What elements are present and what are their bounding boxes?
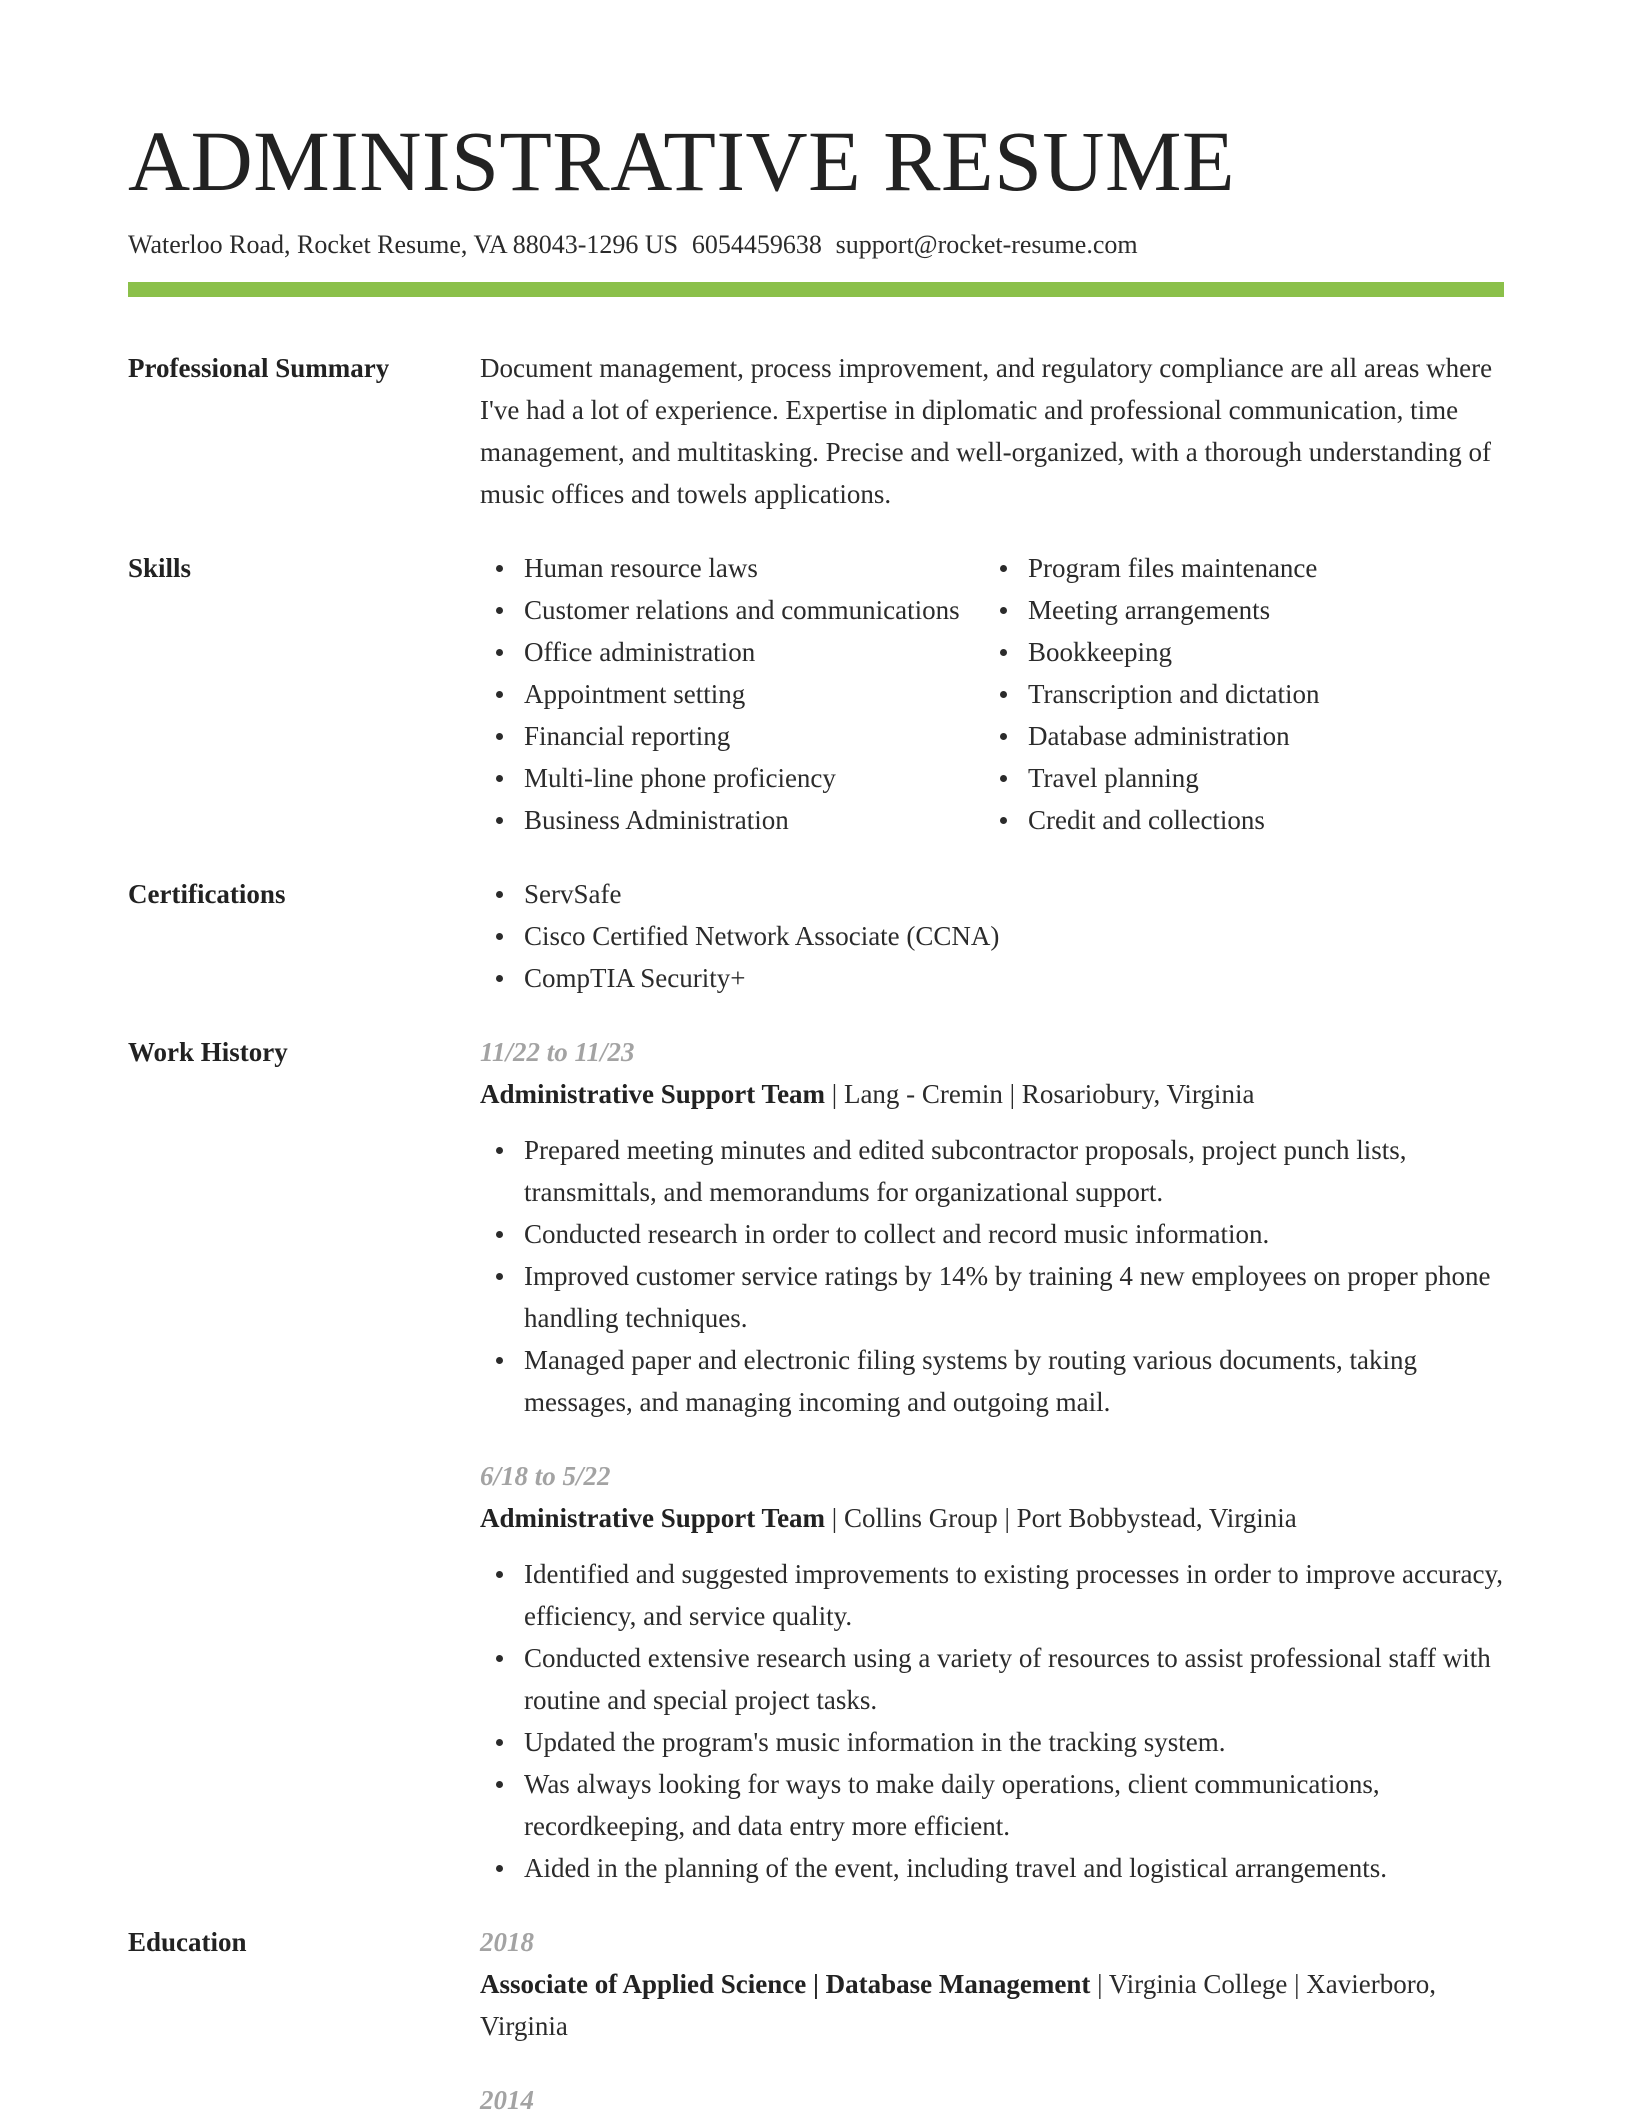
job-dates: 11/22 to 11/23 xyxy=(480,1037,635,1067)
certifications-list xyxy=(480,873,1504,999)
education-entry xyxy=(480,1921,1504,2047)
job-bullets xyxy=(480,1129,1504,1423)
skills-column xyxy=(480,547,984,841)
skill-item: Program files maintenance xyxy=(1028,547,1504,589)
job-bullet: Improved customer service ratings by 14% by training 4 new employees on proper phone handling techniques. xyxy=(524,1255,1504,1339)
contact-phone: 6054459638 xyxy=(691,230,822,259)
certifications-section xyxy=(128,873,1504,999)
job-bullet: Conducted research in order to collect and record music information. xyxy=(524,1213,1504,1255)
skill-item: Office administration xyxy=(524,631,984,673)
job-bullet: Identified and suggested improvements to existing processes in order to improve accuracy, efficiency, and service quality. xyxy=(524,1553,1504,1637)
education-school: | Virginia College | Xavierboro, Virginia xyxy=(480,1969,1437,2041)
work-history-list xyxy=(480,1031,1504,1889)
education-list xyxy=(480,1921,1504,2121)
education-degree: Associate of Applied Science | Database Management xyxy=(480,1969,1091,1999)
skill-item: Business Administration xyxy=(524,799,984,841)
skill-item: Meeting arrangements xyxy=(1028,589,1504,631)
contact-email: support@rocket-resume.com xyxy=(835,230,1138,259)
skills-section xyxy=(128,547,1504,841)
job-bullet: Updated the program's music information in the tracking system. xyxy=(524,1721,1504,1763)
summary-section xyxy=(128,347,1504,515)
work-history-section xyxy=(128,1031,1504,1889)
job-dates: 6/18 to 5/22 xyxy=(480,1461,611,1491)
education-heading xyxy=(480,1963,1504,2047)
skill-item: Financial reporting xyxy=(524,715,984,757)
education-year: 2018 xyxy=(480,1927,534,1957)
job-bullet: Prepared meeting minutes and edited subcontractor proposals, project punch lists, transmittals, and memorandums for organizational support. xyxy=(524,1129,1504,1213)
job-bullet: Managed paper and electronic filing systems by routing various documents, taking messages, and managing incoming and outgoing mail. xyxy=(524,1339,1504,1423)
job-bullet: Was always looking for ways to make daily operations, client communications, recordkeeping, and data entry more efficient. xyxy=(524,1763,1504,1847)
skill-item: Database administration xyxy=(1028,715,1504,757)
education-year: 2014 xyxy=(480,2085,534,2115)
skills-list xyxy=(480,547,1504,841)
certification-item: Cisco Certified Network Associate (CCNA) xyxy=(524,915,1504,957)
summary-text: Document management, process improvement, and regulatory compliance are all areas where I've had a lot of experience. Expertise in diplomatic and professional communication, time management, and multitasking. Precise and well-organized, with a thorough understanding of music offices and towels applications. xyxy=(480,353,1493,509)
job-heading xyxy=(480,1073,1504,1115)
section-heading: Education xyxy=(128,1927,247,1957)
job-title: Administrative Support Team xyxy=(480,1503,826,1533)
certification-item: CompTIA Security+ xyxy=(524,957,1504,999)
certification-item: ServSafe xyxy=(524,873,1504,915)
skill-item: Multi-line phone proficiency xyxy=(524,757,984,799)
section-heading: Skills xyxy=(128,553,192,583)
section-heading: Work History xyxy=(128,1037,288,1067)
education-section xyxy=(128,1921,1504,2121)
section-heading: Certifications xyxy=(128,879,286,909)
header-divider xyxy=(128,282,1504,297)
job-employer: | Collins Group | Port Bobbystead, Virginia xyxy=(831,1503,1297,1533)
skill-item: Credit and collections xyxy=(1028,799,1504,841)
skill-item: Customer relations and communications xyxy=(524,589,984,631)
skill-item: Travel planning xyxy=(1028,757,1504,799)
job-employer: | Lang - Cremin | Rosariobury, Virginia xyxy=(831,1079,1255,1109)
skills-column xyxy=(984,547,1504,841)
skill-item: Appointment setting xyxy=(524,673,984,715)
contact-line xyxy=(128,230,1504,260)
contact-address: Waterloo Road, Rocket Resume, VA 88043-1296 US xyxy=(128,230,679,259)
skill-item: Transcription and dictation xyxy=(1028,673,1504,715)
resume-name: ADMINISTRATIVE RESUME xyxy=(128,113,1235,209)
education-entry xyxy=(480,2079,1504,2121)
job-entry xyxy=(480,1455,1504,1889)
job-heading xyxy=(480,1497,1504,1539)
job-bullets xyxy=(480,1553,1504,1889)
section-heading: Professional Summary xyxy=(128,353,390,383)
skill-item: Human resource laws xyxy=(524,547,984,589)
skill-item: Bookkeeping xyxy=(1028,631,1504,673)
job-title: Administrative Support Team xyxy=(480,1079,826,1109)
job-bullet: Aided in the planning of the event, including travel and logistical arrangements. xyxy=(524,1847,1504,1889)
job-entry xyxy=(480,1031,1504,1423)
job-bullet: Conducted extensive research using a variety of resources to assist professional staff with routine and special project tasks. xyxy=(524,1637,1504,1721)
